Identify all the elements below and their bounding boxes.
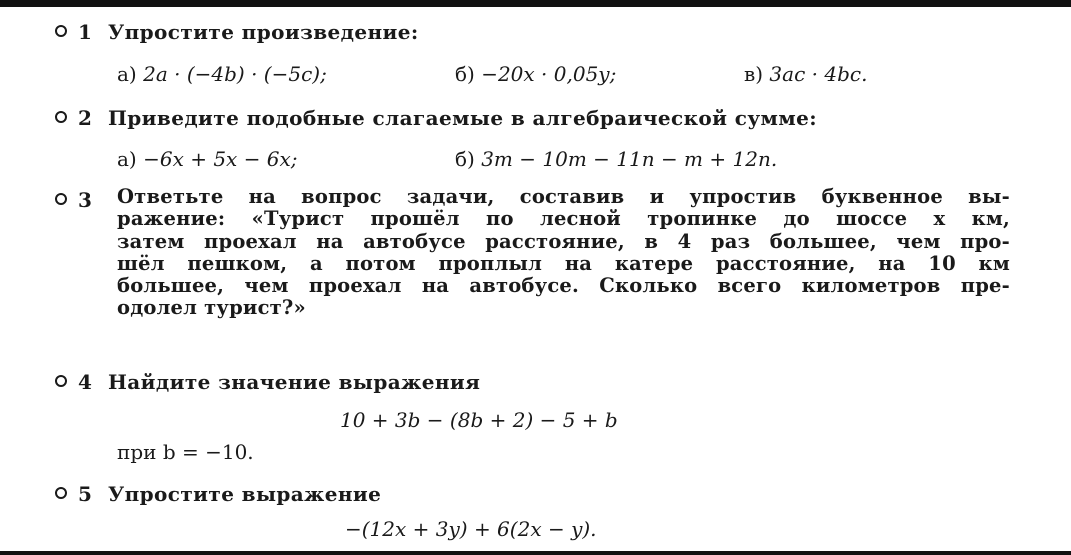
- task-2-header: [55, 106, 1015, 130]
- item-label: в): [744, 62, 764, 86]
- circle-bullet-icon: [55, 193, 67, 205]
- task-title: Упростите выражение: [108, 482, 382, 506]
- top-border: [0, 0, 1071, 7]
- circle-bullet-icon: [55, 487, 67, 499]
- task-5-expression: −(12x + 3y) + 6(2x − y).: [345, 517, 597, 541]
- task-number: 5: [78, 482, 93, 506]
- task-5-header: [55, 482, 1015, 506]
- text-line: большее, чем проехал на автобусе. Сколько всего километров пре-: [117, 274, 1010, 298]
- item-label: а): [117, 62, 137, 86]
- circle-bullet-icon: [55, 25, 67, 37]
- item-expression: 3ac · 4bc.: [769, 62, 868, 86]
- item-expression: −20x · 0,05y;: [481, 62, 617, 86]
- text-line: одолел турист?»: [117, 296, 306, 320]
- item-expression: 2a · (−4b) · (−5c);: [143, 62, 327, 86]
- bottom-border: [0, 551, 1071, 555]
- task-4-expression: 10 + 3b − (8b + 2) − 5 + b: [340, 408, 618, 432]
- task-1-item-b: [455, 62, 616, 86]
- text-line: Ответьте на вопрос задачи, составив и упростив буквенное вы-: [117, 185, 1010, 208]
- task-number: 4: [78, 370, 93, 394]
- task-number: 2: [78, 106, 93, 130]
- item-expression: 3m − 10m − 11n − m + 12n.: [481, 147, 778, 171]
- task-4-condition: при b = −10.: [117, 440, 254, 464]
- task-number: 1: [78, 20, 93, 44]
- task-1-item-a: [117, 62, 327, 86]
- task-4-header: [55, 370, 1015, 394]
- text-line: затем проехал на автобусе расстояние, в 4 раз большее, чем про-: [117, 229, 1010, 253]
- circle-bullet-icon: [55, 111, 67, 123]
- circle-bullet-icon: [55, 375, 67, 387]
- item-label: а): [117, 147, 137, 171]
- item-label: б): [455, 147, 475, 171]
- item-label: б): [455, 62, 475, 86]
- task-2-item-a: [117, 147, 298, 171]
- task-number: 3: [78, 188, 93, 212]
- task-3-text: [117, 186, 1010, 320]
- text-line: шёл пешком, а потом проплыл на катере расстояние, на 10 км: [117, 251, 1010, 275]
- text-line: ражение: «Турист прошёл по лесной тропинке до шоссе x км,: [117, 207, 1010, 231]
- task-title: Упростите произведение:: [108, 20, 419, 44]
- task-1-header: [55, 20, 1015, 44]
- task-title: Найдите значение выражения: [108, 370, 481, 394]
- task-title: Приведите подобные слагаемые в алгебраической сумме:: [108, 106, 817, 130]
- task-1-item-c: [744, 62, 867, 86]
- task-2-item-b: [455, 147, 777, 171]
- item-expression: −6x + 5x − 6x;: [143, 147, 298, 171]
